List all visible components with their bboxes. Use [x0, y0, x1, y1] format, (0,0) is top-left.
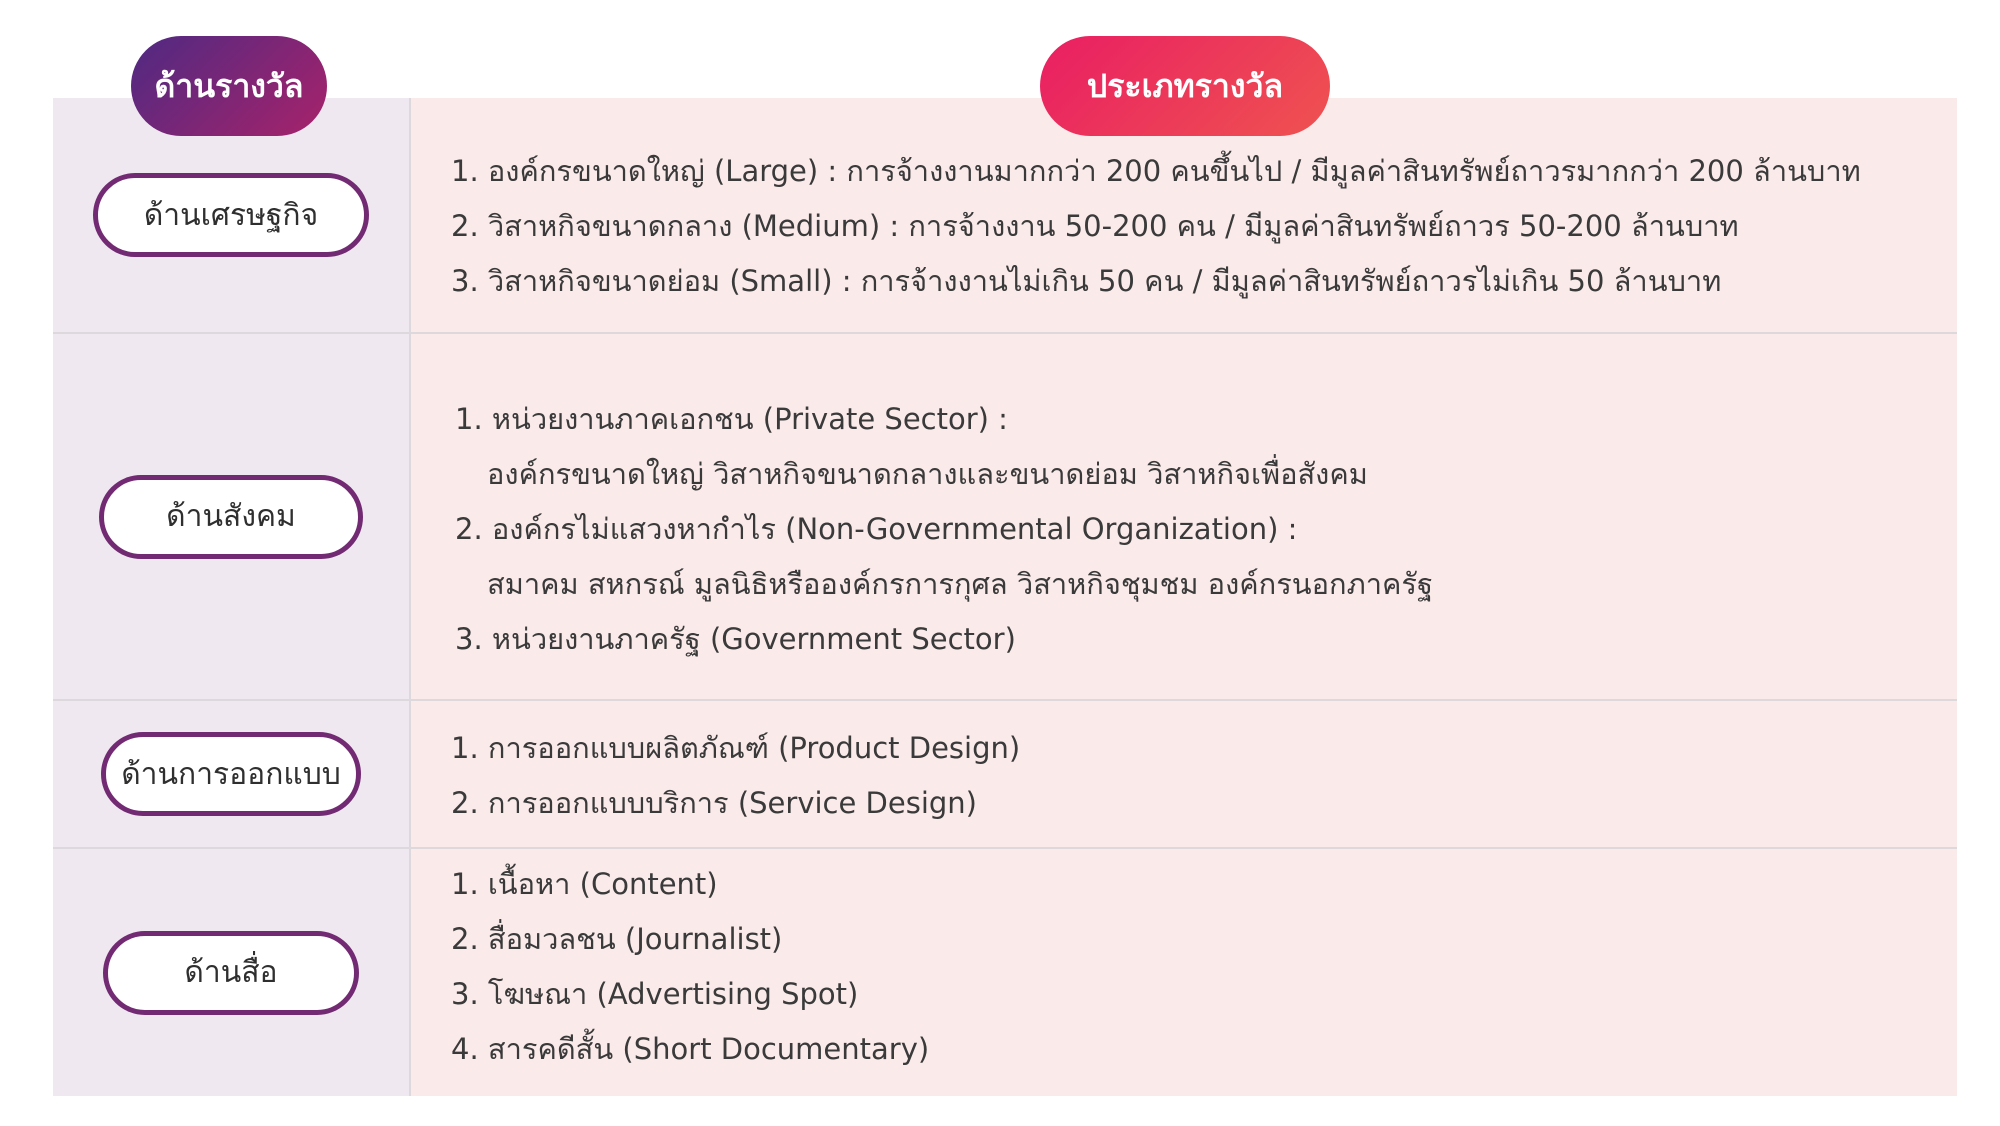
- award-type-list: [451, 721, 1020, 831]
- list-item: 1. การออกแบบผลิตภัณฑ์ (Product Design): [451, 731, 1021, 765]
- table-row-economy: [53, 98, 1957, 334]
- list-item: 3. หน่วยงานภาครัฐ (Government Sector): [455, 622, 1016, 656]
- category-label-social: ด้านสังคม: [99, 475, 363, 559]
- category-cell: [53, 849, 411, 1096]
- list-item: 3. วิสาหกิจขนาดย่อม (Small) : การจ้างงานไม่เกิน 50 คน / มีมูลค่าสินทรัพย์ถาวรไม่เกิน 50 ล้านบาท: [451, 264, 1722, 298]
- list-item-detail: องค์กรขนาดใหญ่ วิสาหกิจขนาดกลางและขนาดย่อม วิสาหกิจเพื่อสังคม: [487, 457, 1368, 491]
- list-item: 2. วิสาหกิจขนาดกลาง (Medium) : การจ้างงาน 50-200 คน / มีมูลค่าสินทรัพย์ถาวร 50-200 ล้านบาท: [451, 209, 1739, 243]
- award-table: [53, 98, 1957, 1096]
- category-label-media: ด้านสื่อ: [103, 931, 359, 1015]
- list-item: 1. เนื้อหา (Content): [451, 867, 718, 901]
- category-cell: [53, 334, 411, 699]
- category-label-design: ด้านการออกแบบ: [101, 732, 361, 816]
- category-label-economy: ด้านเศรษฐกิจ: [93, 173, 369, 257]
- award-types-cell: [411, 849, 1957, 1096]
- list-item: 2. สื่อมวลชน (Journalist): [451, 922, 783, 956]
- list-item: 4. สารคดีสั้น (Short Documentary): [451, 1032, 930, 1066]
- header-award-category: ด้านรางวัล: [131, 36, 327, 136]
- category-cell: [53, 701, 411, 847]
- award-types-cell: [411, 701, 1957, 847]
- table-row-media: [53, 849, 1957, 1096]
- list-item: 2. การออกแบบบริการ (Service Design): [451, 786, 977, 820]
- list-item: 3. โฆษณา (Advertising Spot): [451, 977, 859, 1011]
- table-row-social: [53, 334, 1957, 701]
- list-item: 1. องค์กรขนาดใหญ่ (Large) : การจ้างงานมากกว่า 200 คนขึ้นไป / มีมูลค่าสินทรัพย์ถาวรมากกว่า 200 ล้านบาท: [451, 154, 1861, 188]
- award-type-list: [451, 144, 1861, 309]
- table-row-design: [53, 701, 1957, 849]
- list-item: 2. องค์กรไม่แสวงหากำไร (Non-Governmental Organization) :: [455, 512, 1298, 546]
- award-type-list: [455, 392, 1433, 667]
- award-type-list: [451, 857, 929, 1077]
- list-item: 1. หน่วยงานภาคเอกชน (Private Sector) :: [455, 402, 1008, 436]
- header-award-type: ประเภทรางวัล: [1040, 36, 1330, 136]
- list-item-detail: สมาคม สหกรณ์ มูลนิธิหรือองค์กรการกุศล วิสาหกิจชุมชม องค์กรนอกภาครัฐ: [487, 567, 1433, 601]
- award-types-cell: [411, 334, 1957, 699]
